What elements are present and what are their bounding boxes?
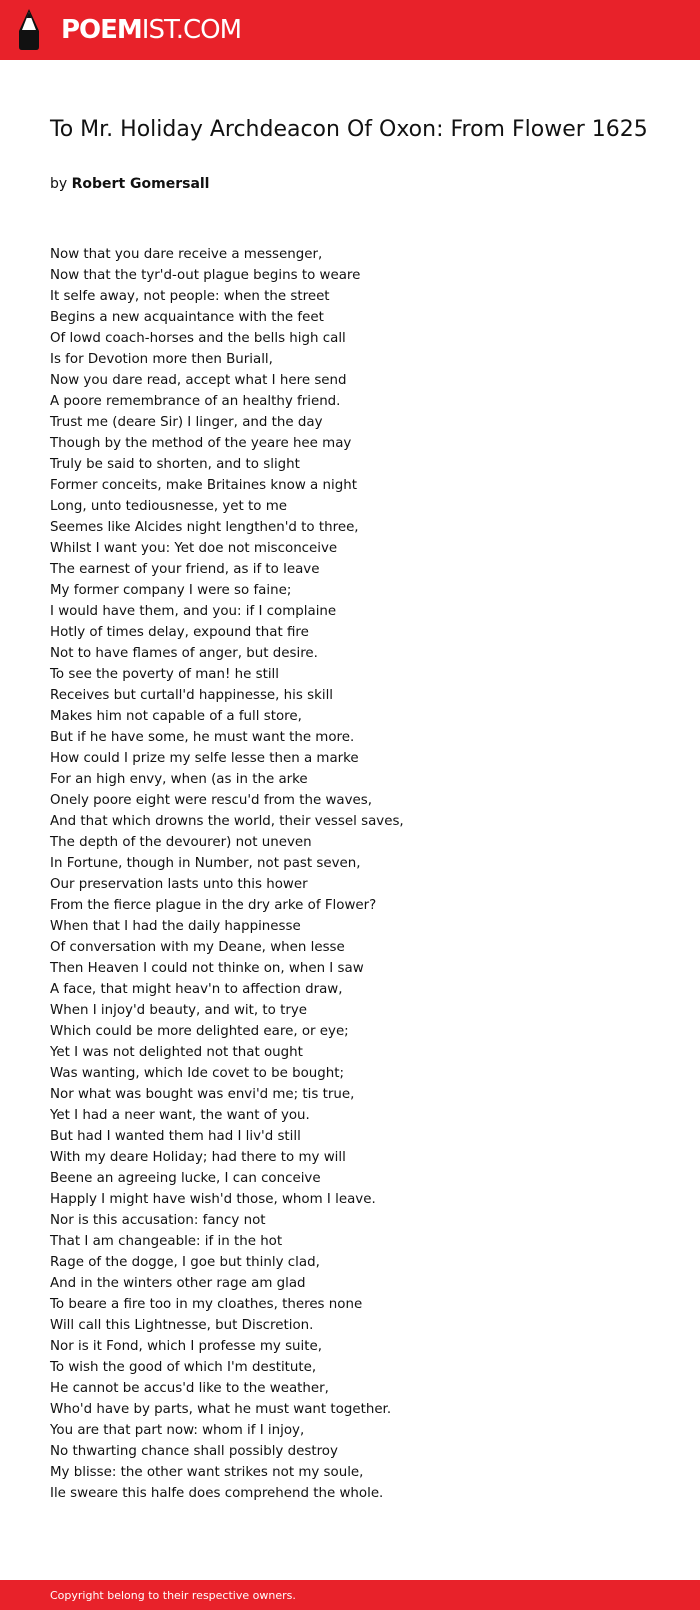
poem-line: To beare a fire too in my cloathes, theres none <box>50 1297 363 1312</box>
poem-line: Is for Devotion more then Buriall, <box>50 352 273 367</box>
poem-line: Of conversation with my Deane, when lesse <box>50 940 345 955</box>
poem-line: Which could be more delighted eare, or eye; <box>50 1024 349 1039</box>
poem-line: A poore remembrance of an healthy friend. <box>50 394 341 409</box>
poem-line: When I injoy'd beauty, and wit, to trye <box>50 1003 308 1018</box>
site-logo[interactable] <box>61 12 241 48</box>
poem-line: Not to have flames of anger, but desire. <box>50 646 318 661</box>
poem-line: Receives but curtall'd happinesse, his skill <box>50 688 334 703</box>
poem-line: No thwarting chance shall possibly destroy <box>50 1444 338 1459</box>
poem-line: Begins a new acquaintance with the feet <box>50 310 324 325</box>
poem-line: Now you dare read, accept what I here send <box>50 373 347 388</box>
poem-line: But had I wanted them had I liv'd still <box>50 1129 301 1144</box>
poem-line: You are that part now: whom if I injoy, <box>50 1423 305 1438</box>
poem-line: I would have them, and you: if I complaine <box>50 604 337 619</box>
poem-line: Though by the method of the yeare hee may <box>50 436 352 451</box>
poem-line: My blisse: the other want strikes not my soule, <box>50 1465 364 1480</box>
logo-rest: IST.COM <box>141 15 242 45</box>
poem-line: Beene an agreeing lucke, I can conceive <box>50 1171 321 1186</box>
poem-line: Nor is it Fond, which I professe my suite, <box>50 1339 322 1354</box>
poem-line: Of lowd coach-horses and the bells high call <box>50 331 346 346</box>
poem-line: From the fierce plague in the dry arke of Flower? <box>50 898 377 913</box>
poem-line: Then Heaven I could not thinke on, when I saw <box>50 961 364 976</box>
poem-line: Our preservation lasts unto this hower <box>50 877 308 892</box>
poem-line: And in the winters other rage am glad <box>50 1276 306 1291</box>
poem-line: Former conceits, make Britaines know a night <box>50 478 357 493</box>
poem-line: Now that you dare receive a messenger, <box>50 247 323 262</box>
poem-line: Now that the tyr'd-out plague begins to weare <box>50 268 361 283</box>
poem-line: Long, unto tediousnesse, yet to me <box>50 499 288 514</box>
poem-byline <box>50 174 210 194</box>
poem-line: Rage of the dogge, I goe but thinly clad, <box>50 1255 320 1270</box>
poem-line: Onely poore eight were rescu'd from the waves, <box>50 793 373 808</box>
poem-line: How could I prize my selfe lesse then a marke <box>50 751 359 766</box>
poem-line: And that which drowns the world, their vessel saves, <box>50 814 404 829</box>
poem-line: But if he have some, he must want the more. <box>50 730 355 745</box>
logo-bold: POEM <box>61 15 142 45</box>
pencil-icon[interactable] <box>16 9 42 51</box>
poem-line: Nor is this accusation: fancy not <box>50 1213 266 1228</box>
site-footer <box>0 1580 700 1610</box>
poem-line: That I am changeable: if in the hot <box>50 1234 283 1249</box>
poem-line: Was wanting, which Ide covet to be bought; <box>50 1066 344 1081</box>
author-link[interactable]: Robert Gomersall <box>71 176 210 192</box>
poem-line: The depth of the devourer) not uneven <box>50 835 312 850</box>
poem-line: To see the poverty of man! he still <box>50 667 279 682</box>
poem-line: Nor what was bought was envi'd me; tis true, <box>50 1087 355 1102</box>
poem-line: The earnest of your friend, as if to leave <box>50 562 320 577</box>
poem-line: Yet I was not delighted not that ought <box>50 1045 303 1060</box>
poem-line: Yet I had a neer want, the want of you. <box>50 1108 310 1123</box>
poem-line: He cannot be accus'd like to the weather, <box>50 1381 329 1396</box>
copyright-text: Copyright belong to their respective owners. <box>50 1589 296 1602</box>
poem-line: Ile sweare this halfe does comprehend the whole. <box>50 1486 384 1501</box>
poem-line: A face, that might heav'n to affection draw, <box>50 982 343 997</box>
poem-title: To Mr. Holiday Archdeacon Of Oxon: From Flower 1625 <box>50 117 648 142</box>
poem-body <box>50 244 670 1504</box>
by-label: by <box>50 176 68 192</box>
poem-line: It selfe away, not people: when the street <box>50 289 330 304</box>
poem-line: Truly be said to shorten, and to slight <box>50 457 300 472</box>
poem-line: My former company I were so faine; <box>50 583 292 598</box>
poem-line: Happly I might have wish'd those, whom I leave. <box>50 1192 376 1207</box>
poem-line: With my deare Holiday; had there to my will <box>50 1150 346 1165</box>
poem-line: Seemes like Alcides night lengthen'd to three, <box>50 520 359 535</box>
poem-line: Will call this Lightnesse, but Discretion. <box>50 1318 314 1333</box>
poem-line: Hotly of times delay, expound that fire <box>50 625 309 640</box>
poem-line: For an high envy, when (as in the arke <box>50 772 308 787</box>
site-header <box>0 0 700 60</box>
poem-line: To wish the good of which I'm destitute, <box>50 1360 317 1375</box>
poem-line: Whilst I want you: Yet doe not misconceive <box>50 541 338 556</box>
poem-line: Makes him not capable of a full store, <box>50 709 302 724</box>
poem-line: When that I had the daily happinesse <box>50 919 301 934</box>
poem-line: Who'd have by parts, what he must want together. <box>50 1402 392 1417</box>
poem-line: In Fortune, though in Number, not past seven, <box>50 856 361 871</box>
poem-line: Trust me (deare Sir) I linger, and the day <box>50 415 323 430</box>
